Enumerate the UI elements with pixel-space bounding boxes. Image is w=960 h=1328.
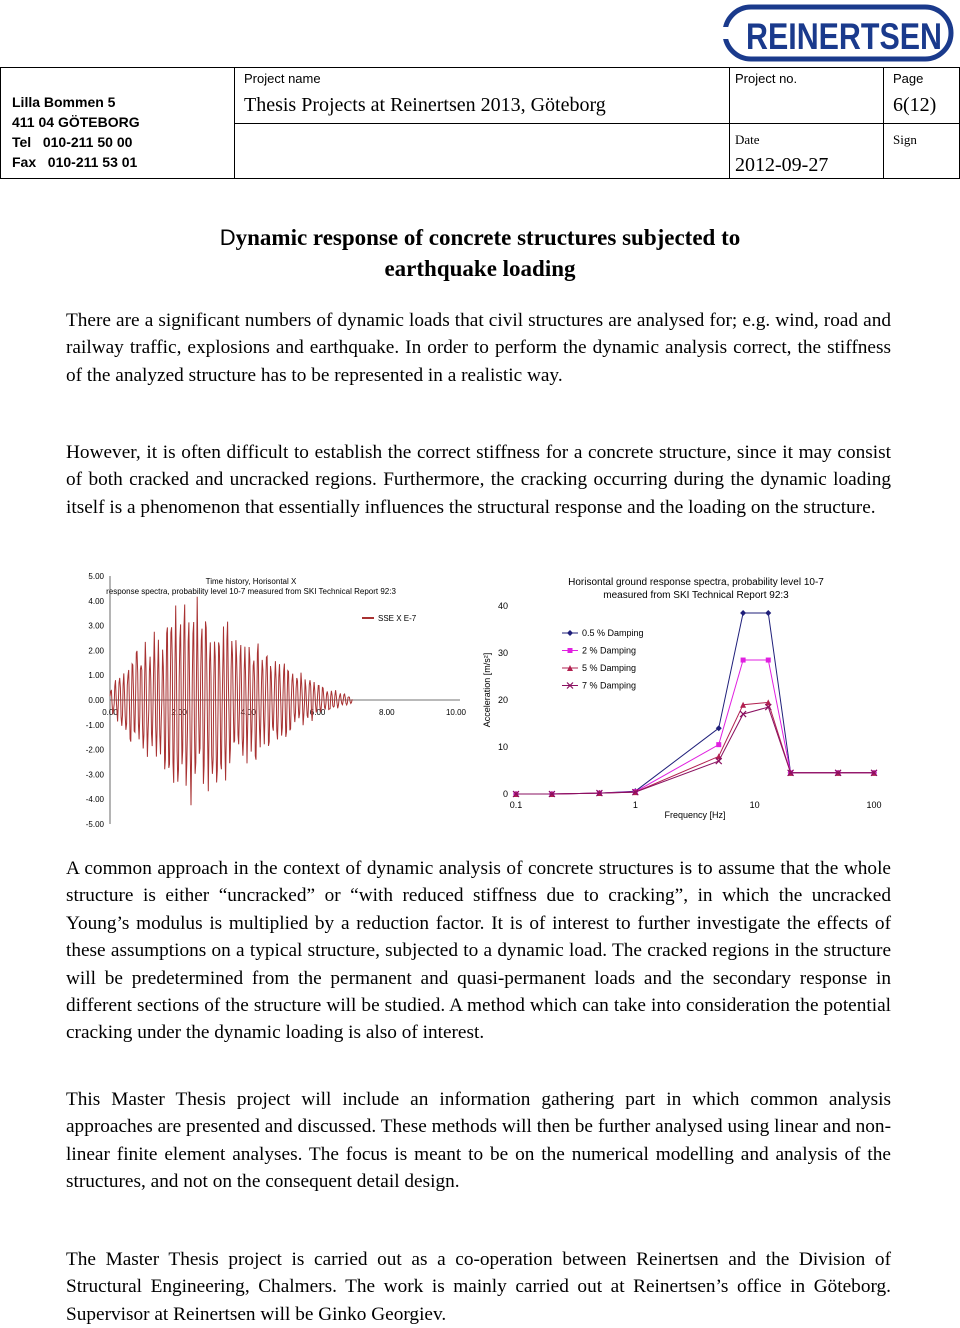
data-point xyxy=(740,711,746,717)
series xyxy=(513,610,877,797)
y-tick-label: 40 xyxy=(497,601,508,611)
empty-cell xyxy=(235,124,730,179)
y-tick-label: -5.00 xyxy=(85,820,104,829)
paragraph: However, it is often difficult to establish the correct stiffness for a concrete structure, since it may consist of both cracked and uncracked regions. Furthermore, the cracking occurring during the dynamic loading itself is a phenomenon that essentially influences the structural response and the loading on the structure. xyxy=(66,442,891,518)
project-name: Thesis Projects at Reinertsen 2013, Göteborg xyxy=(244,94,606,116)
title-line-2: earthquake loading xyxy=(384,256,576,281)
header-table xyxy=(0,67,960,179)
x-tick-label: 2.00 xyxy=(171,708,187,717)
x-tick-label: 8.00 xyxy=(379,708,395,717)
y-tick-label: 0 xyxy=(502,789,508,799)
address-block xyxy=(1,68,235,179)
series-line xyxy=(110,597,352,806)
time-history-chart xyxy=(66,566,476,836)
y-tick-label: 10 xyxy=(497,742,508,752)
y-tick-label: -3.00 xyxy=(85,770,104,780)
legend-label: 2 % Damping xyxy=(582,645,637,656)
address-line: 411 04 GÖTEBORG xyxy=(12,114,140,130)
x-tick-label: 6.00 xyxy=(309,708,326,717)
address-line: Lilla Bommen 5 xyxy=(12,94,116,110)
chart-title: Time history, Horisontal X xyxy=(205,577,297,586)
chart-title: Horisontal ground response spectra, probability level 10-7 xyxy=(568,577,824,588)
x-tick-label: 100 xyxy=(866,800,882,810)
date-value: 2012-09-27 xyxy=(735,154,829,176)
data-point xyxy=(741,658,746,663)
chart-subtitle: measured from SKI Technical Report 92:3 xyxy=(603,590,789,601)
sign-cell xyxy=(884,124,960,179)
y-tick-label: 0.00 xyxy=(88,696,104,705)
y-tick-label: 1.00 xyxy=(88,671,104,681)
paragraph: There are a significant numbers of dynamic loads that civil structures are analysed for; e.g. wind, road and railway traffic, explosions and earthquake. In order to perform the dynamic analysis correct, the stiffness of the analyzed structure has to be represented in a realistic way. xyxy=(66,310,891,386)
page-label: Page xyxy=(893,71,924,86)
y-tick-label: -2.00 xyxy=(85,745,104,755)
title-initial: D xyxy=(219,225,236,250)
page-number: 6(12) xyxy=(893,94,937,116)
y-tick-label: -4.00 xyxy=(85,795,104,805)
logo-text: REINERTSEN xyxy=(746,16,942,57)
series xyxy=(513,704,877,797)
address-line: Tel 010-211 50 00 xyxy=(12,134,133,150)
x-tick-label: 0.1 xyxy=(509,800,523,810)
document-title xyxy=(0,222,960,284)
data-point xyxy=(766,658,771,663)
reinertsen-logo xyxy=(722,4,954,62)
sign-label: Sign xyxy=(893,132,917,147)
data-point xyxy=(567,630,573,636)
data-point xyxy=(765,610,771,616)
data-point xyxy=(740,610,746,616)
paragraph: A common approach in the context of dynamic analysis of concrete structures is to assume that the whole structure is either “uncracked” or “with reduced stiffness due to cracking”, in which the uncracked Young’s modulus is multiplied by a reduction factor. It is of interest to further investigate the effects of these assumptions on a typical structure, subjected to a dynamic load. The cracked regions in the structure will be predetermined from the permanent and quasi-permanent loads and the secondary response in different sections of the structure will be studied. A method which can take into consideration the potential cracking under the dynamic loading is also of interest. xyxy=(66,858,891,1044)
project-no-label: Project no. xyxy=(735,71,798,86)
y-tick-label: -1.00 xyxy=(85,720,104,730)
date-cell xyxy=(730,124,884,179)
x-axis-label: Frequency [Hz] xyxy=(664,810,726,820)
series-line xyxy=(516,702,874,794)
data-point xyxy=(716,742,721,747)
chart-subtitle: response spectra, probability level 10-7 measured from SKI Technical Report 92:3 xyxy=(106,587,396,596)
data-point xyxy=(568,648,573,653)
x-tick-label: 4.00 xyxy=(240,708,257,717)
project-name-cell xyxy=(235,68,730,124)
y-tick-label: 3.00 xyxy=(88,621,104,631)
y-tick-label: 5.00 xyxy=(88,572,104,581)
date-label: Date xyxy=(735,132,760,147)
paragraph: This Master Thesis project will include an information gathering part in which common analysis approaches are presented and discussed. These methods will then be further analysed using linear and non-linear finite element analyses. The focus is meant to be on the numerical modelling and analysis of the structures, and not on the consequent detail design. xyxy=(66,1089,891,1193)
series xyxy=(513,699,877,797)
x-tick-label: 0.00 xyxy=(102,708,118,717)
legend-label: 0.5 % Damping xyxy=(582,628,644,638)
series-line xyxy=(516,707,874,794)
x-tick-label: 10.00 xyxy=(445,708,467,717)
title-line-1: ynamic response of concrete structures subjected to xyxy=(235,225,741,250)
series xyxy=(514,658,877,797)
y-tick-label: 2.00 xyxy=(88,646,104,656)
legend-label: 5 % Damping xyxy=(582,663,637,673)
project-name-label: Project name xyxy=(244,71,321,86)
x-tick-label: 10 xyxy=(749,800,760,810)
project-no-cell xyxy=(730,68,884,124)
paragraph: The Master Thesis project is carried out as a co-operation between Reinertsen and the Division of Structural Engineering, Chalmers. The work is mainly carried out at Reinertsen’s office in Göteborg. Supervisor at Reinertsen will be Ginko Georgiev. xyxy=(66,1249,891,1325)
y-tick-label: 4.00 xyxy=(88,596,104,606)
y-tick-label: 20 xyxy=(497,695,508,705)
y-axis-label: Acceleration [m/s²] xyxy=(482,652,492,728)
legend-label: SSE X E-7 xyxy=(378,614,417,623)
legend-label: 7 % Damping xyxy=(582,680,637,691)
y-tick-label: 30 xyxy=(497,648,508,658)
response-spectra-chart xyxy=(478,566,888,836)
series-line xyxy=(516,660,874,794)
page-cell xyxy=(884,68,960,124)
address-line: Fax 010-211 53 01 xyxy=(12,154,138,170)
x-tick-label: 1 xyxy=(632,800,638,810)
